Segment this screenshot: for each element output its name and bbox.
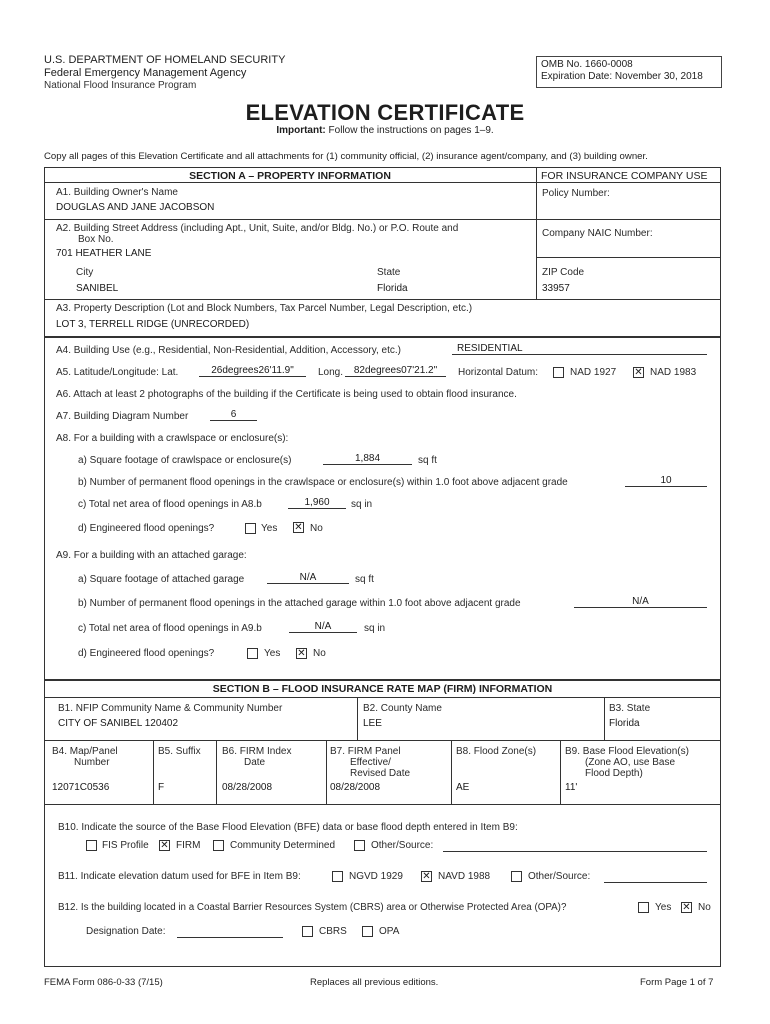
a9c-net-area[interactable]: N/A (289, 621, 357, 633)
b11-navd-checkbox[interactable]: ✕ (422, 871, 431, 882)
b10-label: B10. Indicate the source of the Base Flood Elevation (BFE) data or base flood depth entered in Item B9: (58, 822, 518, 833)
b7-label-cont2: Revised Date (350, 768, 411, 779)
a8b-flood-openings[interactable]: 10 (625, 475, 707, 487)
a2-street-address[interactable]: 701 HEATHER LANE (56, 248, 152, 259)
a8a-unit: sq ft (418, 455, 437, 466)
important-label: Important: (276, 125, 326, 136)
b5-suffix[interactable]: F (158, 782, 165, 793)
b1-community[interactable]: CITY OF SANIBEL 120402 (58, 718, 179, 729)
b11-ngvd-label: NGVD 1929 (349, 871, 403, 882)
b10-community-label: Community Determined (230, 840, 336, 851)
state-value[interactable]: Florida (377, 283, 408, 294)
a5-long-label: Long. (318, 367, 344, 378)
a4-label: A4. Building Use (e.g., Residential, Non-Residential, Addition, Accessory, etc.) (56, 345, 401, 356)
b4-label: B4. Map/Panel (52, 746, 118, 757)
a3-property-description[interactable]: LOT 3, TERRELL RIDGE (UNRECORDED) (56, 319, 250, 330)
b6-label-cont: Date (244, 757, 266, 768)
b3-label: B3. State (609, 703, 651, 714)
footer-replaces: Replaces all previous editions. (310, 977, 439, 988)
a9b-label: b) Number of permanent flood openings in the attached garage within 1.0 foot above adjacent grade (78, 598, 521, 609)
b12-no-checkbox[interactable]: ✕ (682, 902, 691, 913)
b10-fis-checkbox[interactable] (86, 840, 97, 851)
insurance-use-header: FOR INSURANCE COMPANY USE (541, 170, 708, 182)
zip-label: ZIP Code (542, 267, 585, 278)
a8c-net-area[interactable]: 1,960 (288, 497, 346, 509)
zip-value[interactable]: 33957 (542, 283, 570, 294)
b6-firm-index-date[interactable]: 08/28/2008 (222, 782, 273, 793)
a7-label: A7. Building Diagram Number (56, 411, 189, 422)
a8c-unit: sq in (351, 499, 373, 510)
b7-firm-panel-date[interactable]: 08/28/2008 (330, 782, 381, 793)
a9d-no-label: No (313, 648, 326, 659)
a6-label: A6. Attach at least 2 photographs of the building if the Certificate is being used to obtain flood insurance. (56, 389, 517, 400)
b8-label: B8. Flood Zone(s) (456, 746, 537, 757)
designation-date-field[interactable] (177, 926, 283, 938)
b2-county[interactable]: LEE (363, 718, 382, 729)
b1-label: B1. NFIP Community Name & Community Number (58, 703, 283, 714)
b9-label-cont2: Flood Depth) (585, 768, 643, 779)
a8d-yes-checkbox[interactable] (245, 523, 256, 534)
b10-other-checkbox[interactable] (354, 840, 365, 851)
a4-building-use[interactable]: RESIDENTIAL (452, 343, 707, 355)
footer-form-number: FEMA Form 086-0-33 (7/15) (44, 977, 163, 988)
a9-label: A9. For a building with an attached garage: (56, 550, 247, 561)
b9-label: B9. Base Flood Elevation(s) (565, 746, 689, 757)
a8a-label: a) Square footage of crawlspace or enclosure(s) (78, 455, 292, 466)
section-a-title: SECTION A – PROPERTY INFORMATION (189, 170, 391, 182)
a9d-no-checkbox[interactable]: ✕ (297, 648, 306, 659)
b12-no-label: No (698, 902, 711, 913)
b11-other-field[interactable] (604, 871, 707, 883)
section-b-title: SECTION B – FLOOD INSURANCE RATE MAP (FIRM) INFORMATION (212, 683, 553, 695)
a8d-label: d) Engineered flood openings? (78, 523, 215, 534)
a8b-label: b) Number of permanent flood openings in the crawlspace or enclosure(s) within 1.0 foot above adjacent grade (78, 477, 568, 488)
b10-fis-label: FIS Profile (102, 840, 149, 851)
b11-other-label: Other/Source: (528, 871, 591, 882)
a9c-label: c) Total net area of flood openings in A9.b (78, 623, 262, 634)
designation-date-label: Designation Date: (86, 926, 166, 937)
b7-label-cont1: Effective/ (350, 757, 391, 768)
horizontal-datum-label: Horizontal Datum: (458, 367, 539, 378)
b10-firm-label: FIRM (176, 840, 201, 851)
policy-number-label: Policy Number: (542, 188, 610, 199)
a9b-flood-openings[interactable]: N/A (574, 596, 707, 608)
a8c-label: c) Total net area of flood openings in A8.b (78, 499, 262, 510)
b3-state[interactable]: Florida (609, 718, 640, 729)
a8a-square-footage[interactable]: 1,884 (323, 453, 412, 465)
copy-note: Copy all pages of this Elevation Certificate and all attachments for (1) community official, (2) insurance agent/company, and (3) building owner. (44, 151, 648, 162)
a2-label-cont: Box No. (78, 234, 114, 245)
omb-number: OMB No. 1660-0008 (541, 59, 633, 70)
nad1983-label: NAD 1983 (650, 367, 697, 378)
opa-checkbox[interactable] (362, 926, 373, 937)
important-text: Follow the instructions on pages 1–9. (325, 125, 494, 136)
a8d-no-label: No (310, 523, 323, 534)
page-title: ELEVATION CERTIFICATE (245, 100, 525, 125)
a5-longitude[interactable]: 82degrees07'21.2" (345, 365, 446, 377)
b10-other-field[interactable] (443, 840, 707, 852)
a7-diagram-number[interactable]: 6 (210, 409, 257, 421)
expiration-date: Expiration Date: November 30, 2018 (541, 71, 703, 82)
cbrs-label: CBRS (319, 926, 347, 937)
a3-label: A3. Property Description (Lot and Block Numbers, Tax Parcel Number, Legal Description, etc.) (56, 303, 473, 314)
a8d-yes-label: Yes (261, 523, 278, 534)
program-name: National Flood Insurance Program (44, 80, 197, 91)
b10-firm-checkbox[interactable]: ✕ (160, 840, 169, 851)
city-value[interactable]: SANIBEL (76, 283, 119, 294)
naic-label: Company NAIC Number: (542, 228, 653, 239)
a9d-yes-checkbox[interactable] (247, 648, 258, 659)
a9a-label: a) Square footage of attached garage (78, 574, 245, 585)
a2-label: A2. Building Street Address (including Apt., Unit, Suite, and/or Bldg. No.) or P.O. Route and (56, 223, 459, 234)
b8-flood-zone[interactable]: AE (456, 782, 470, 793)
footer-page-number: Form Page 1 of 7 (640, 977, 714, 988)
omb-box (536, 56, 722, 88)
b5-label: B5. Suffix (158, 746, 201, 757)
b7-label: B7. FIRM Panel (330, 746, 401, 757)
b10-community-checkbox[interactable] (213, 840, 224, 851)
a5-label: A5. Latitude/Longitude: Lat. (56, 367, 179, 378)
a9c-unit: sq in (364, 623, 386, 634)
b4-label-cont: Number (74, 757, 110, 768)
a5-latitude[interactable]: 26degrees26'11.9" (199, 365, 306, 377)
b12-yes-label: Yes (655, 902, 672, 913)
b11-label: B11. Indicate elevation datum used for BFE in Item B9: (58, 871, 301, 882)
b11-ngvd-checkbox[interactable] (332, 871, 343, 882)
b9-label-cont1: (Zone AO, use Base (585, 757, 676, 768)
nad1927-checkbox[interactable] (553, 367, 564, 378)
opa-label: OPA (379, 926, 400, 937)
state-label: State (377, 267, 401, 278)
nad1983-checkbox[interactable]: ✕ (634, 367, 643, 378)
a8-label: A8. For a building with a crawlspace or enclosure(s): (56, 433, 289, 444)
b11-other-checkbox[interactable] (511, 871, 522, 882)
important-note (0, 125, 770, 136)
nad1927-label: NAD 1927 (570, 367, 617, 378)
b4-map-panel[interactable]: 12071C0536 (52, 782, 110, 793)
a9d-label: d) Engineered flood openings? (78, 648, 215, 659)
a9a-unit: sq ft (355, 574, 374, 585)
agency-name: Federal Emergency Management Agency (44, 67, 247, 79)
b2-label: B2. County Name (363, 703, 442, 714)
department-name: U.S. DEPARTMENT OF HOMELAND SECURITY (44, 54, 286, 66)
a8d-no-checkbox[interactable]: ✕ (294, 522, 303, 533)
b6-label: B6. FIRM Index (222, 746, 292, 757)
b10-other-label: Other/Source: (371, 840, 434, 851)
a9d-yes-label: Yes (264, 648, 281, 659)
a1-label: A1. Building Owner's Name (56, 187, 178, 198)
b12-label: B12. Is the building located in a Coastal Barrier Resources System (CBRS) area or Otherwise Protected Area (OPA)? (58, 902, 567, 913)
b11-navd-label: NAVD 1988 (438, 871, 491, 882)
b12-yes-checkbox[interactable] (638, 902, 649, 913)
a1-owner-name[interactable]: DOUGLAS AND JANE JACOBSON (56, 202, 215, 213)
a9a-square-footage[interactable]: N/A (267, 572, 349, 584)
cbrs-checkbox[interactable] (302, 926, 313, 937)
b9-base-flood-elevation[interactable]: 11' (565, 782, 578, 793)
city-label: City (76, 267, 94, 278)
